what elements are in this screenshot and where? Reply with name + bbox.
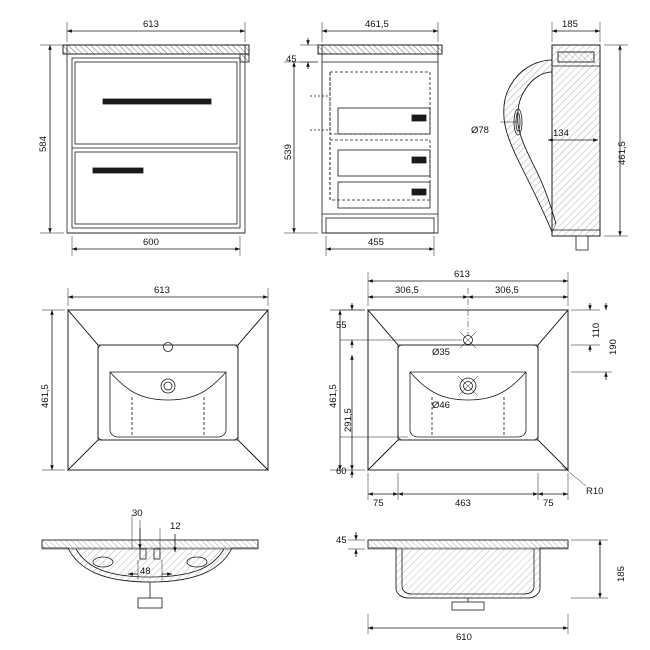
dim-basin-right-back-to-taphole: 55 bbox=[336, 320, 347, 331]
dim-basin-plan-width: 613 bbox=[154, 285, 170, 296]
dim-front-bottom-width: 600 bbox=[143, 237, 159, 248]
dim-basin-right-110: 110 bbox=[591, 322, 602, 338]
dim-front-height: 584 bbox=[38, 136, 49, 152]
dim-basin-total-height: 185 bbox=[616, 566, 627, 582]
dim-basin-right-half-right: 306,5 bbox=[495, 285, 519, 296]
dim-side-top-offset: 45 bbox=[286, 54, 297, 65]
dim-basin-rim-height: 45 bbox=[336, 535, 347, 546]
dim-overflow-height: 30 bbox=[132, 508, 143, 519]
dim-side-bottom-depth: 455 bbox=[368, 237, 384, 248]
dim-side-top-depth: 461,5 bbox=[365, 19, 389, 30]
dim-section-top-width: 185 bbox=[562, 19, 578, 30]
dim-corner-radius: R10 bbox=[586, 486, 604, 497]
dim-basin-right-half-left: 306,5 bbox=[395, 285, 419, 296]
dim-taphole-dia: Ø35 bbox=[432, 347, 450, 358]
dim-waste-dia: Ø46 bbox=[432, 400, 450, 411]
dim-front-top-width: 613 bbox=[143, 19, 159, 30]
dim-overflow-length: 48 bbox=[140, 566, 151, 577]
dim-basin-plan-depth: 461,5 bbox=[40, 384, 51, 408]
dim-basin-right-front-depth: 291,5 bbox=[343, 408, 354, 432]
dim-basin-bottom-width: 610 bbox=[456, 632, 472, 643]
dim-basin-right-width: 613 bbox=[454, 269, 470, 280]
dim-section-height: 461,5 bbox=[617, 141, 628, 165]
dim-bowl-width: 463 bbox=[455, 498, 471, 509]
dim-side-height: 539 bbox=[283, 144, 294, 160]
dim-basin-right-bottom-offset: 60 bbox=[336, 466, 347, 477]
dim-basin-right-190: 190 bbox=[608, 339, 619, 355]
dim-left-margin: 75 bbox=[373, 498, 384, 509]
dim-basin-right-depth: 461,5 bbox=[328, 384, 339, 408]
dim-overflow-width: 12 bbox=[170, 521, 181, 532]
dim-right-margin: 75 bbox=[543, 498, 554, 509]
dim-section-inner-width: 134 bbox=[553, 128, 569, 139]
dim-section-waste-dia: Ø78 bbox=[471, 125, 489, 136]
